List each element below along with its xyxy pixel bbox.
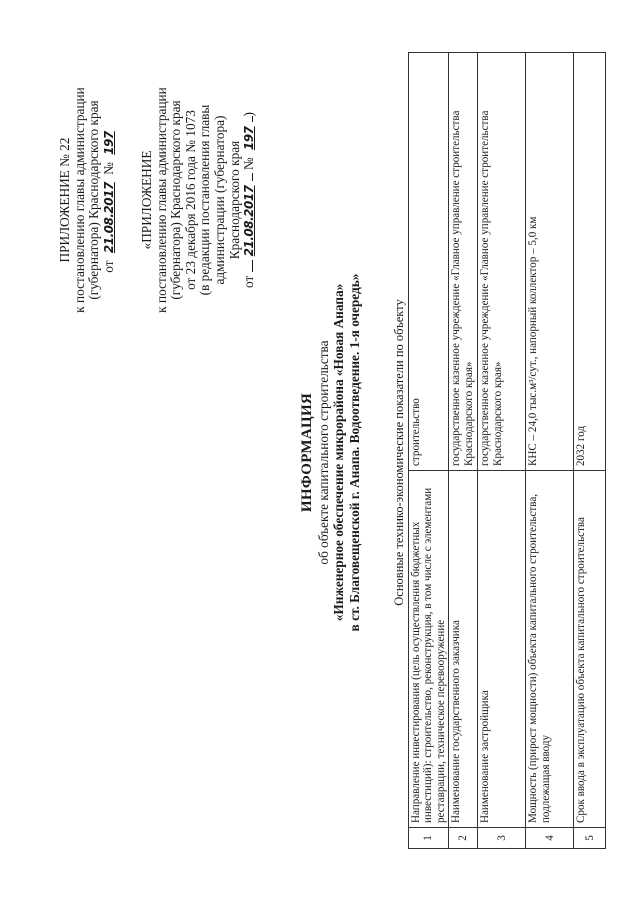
annex-line: администрации (губернатора) xyxy=(211,115,227,285)
table-row xyxy=(574,53,606,849)
row-value: строительство xyxy=(409,53,449,471)
row-number: 3 xyxy=(478,828,526,849)
row-value: государственное казенное учреждение «Главное управление строительства Краснодарского края» xyxy=(449,53,478,471)
row-label: Направление инвестирования (цель осуществления бюджетных инвестиций): строительство, реконструкция, в том числе с элементами реставрации, техническое перевооружение xyxy=(409,471,449,828)
number-sign: № xyxy=(241,157,257,171)
annex-title: «ПРИЛОЖЕНИЕ xyxy=(139,150,154,250)
closing-paren: ) xyxy=(241,112,257,117)
handwritten-date: 21.08.2017 xyxy=(242,185,257,257)
annex-block-previous xyxy=(140,40,257,360)
handwritten-date: 21.08.2017 xyxy=(101,182,116,254)
row-label: Наименование застройщика xyxy=(478,471,526,828)
specs-table xyxy=(408,52,606,849)
row-label: Срок ввода в эксплуатацию объекта капитального строительства xyxy=(574,471,606,828)
document-heading xyxy=(300,0,362,905)
row-value: 2032 год xyxy=(574,53,606,471)
table-caption: Основные технико-экономические показатели по объекту xyxy=(392,299,406,606)
row-number: 5 xyxy=(574,828,606,849)
annex-block-current xyxy=(58,35,116,365)
handwritten-number: 197 xyxy=(242,126,257,151)
annex-date-line xyxy=(242,40,257,360)
row-value: КНС – 24,0 тыс.м³/сут., напорный коллектор – 5,0 км xyxy=(526,53,574,471)
annex-line: (губернатора) Краснодарского края xyxy=(86,100,102,300)
underline-blank xyxy=(252,260,253,272)
annex-line: (губернатора) Краснодарского края xyxy=(168,100,184,300)
document-subtitle: об объекте капитального строительства xyxy=(315,340,331,565)
date-prefix: от xyxy=(241,275,257,288)
table-row xyxy=(449,53,478,849)
annex-title: ПРИЛОЖЕНИЕ № 22 xyxy=(57,137,72,263)
date-prefix: от xyxy=(100,260,116,273)
row-number: 1 xyxy=(409,828,449,849)
table-row xyxy=(409,53,449,849)
document-title: ИНФОРМАЦИЯ xyxy=(299,392,315,513)
object-name-line: «Инженерное обеспечение микрорайона «Новая Анапа» xyxy=(331,283,346,622)
annex-line: Краснодарского края xyxy=(226,140,242,260)
row-value: государственное казенное учреждение «Главное управление строительства Краснодарского края» xyxy=(478,53,526,471)
annex-date-line xyxy=(102,35,117,365)
annex-line: к постановлению главы администрации xyxy=(153,87,169,313)
annex-line: к постановлению главы администрации xyxy=(71,87,87,313)
annex-line: от 23 декабря 2016 года № 1073 xyxy=(182,110,198,290)
annex-line: (в редакции постановления главы xyxy=(197,104,213,296)
underline-blank xyxy=(252,173,253,181)
object-name-line: в ст. Благовещенской г. Анапа. Водоотведение. 1-я очередь» xyxy=(346,273,362,632)
row-label: Наименование государственного заказчика xyxy=(449,471,478,828)
table-row xyxy=(478,53,526,849)
handwritten-number: 197 xyxy=(101,131,116,155)
table-row xyxy=(526,53,574,849)
row-number: 2 xyxy=(449,828,478,849)
row-label: Мощность (прирост мощности) объекта капитального строительства, подлежащая вводу xyxy=(526,471,574,828)
row-number: 4 xyxy=(526,828,574,849)
underline-blank xyxy=(252,117,253,123)
number-sign: № xyxy=(100,162,116,175)
